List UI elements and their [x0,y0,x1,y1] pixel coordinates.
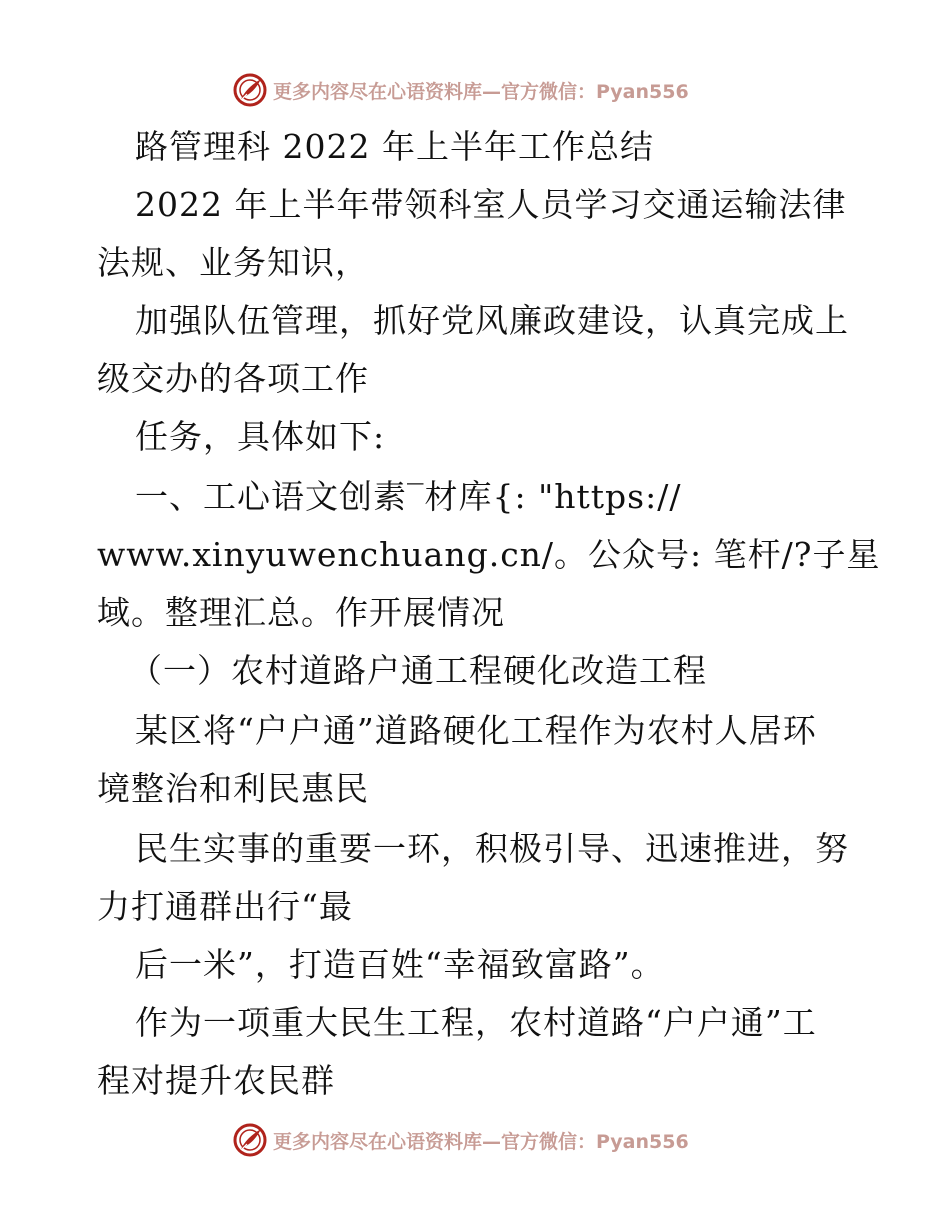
watermark-header [233,72,713,108]
paragraph-line: www.xinyuwenchuang.cn/。公众号: 笔杆/?子星 [97,535,881,574]
paragraph-line: 民生实事的重要一环，积极引导、迅速推进，努 [135,829,849,868]
watermark-text: 更多内容尽在心语资料库—官方微信：Pyan556 [273,1130,689,1153]
paragraph-line: 程对提升农民群 [97,1061,335,1100]
feather-quill-logo-icon [233,73,267,107]
paragraph-line: 任务，具体如下: [135,417,386,456]
paragraph-line: 加强队伍管理，抓好党风廉政建设，认真完成上 [135,301,849,340]
paragraph-line: 境整治和利民惠民 [97,769,369,808]
document-title: 路管理科 2022 年上半年工作总结 [135,127,654,166]
subsection-heading: （一）农村道路户通工程硬化改造工程 [129,651,707,690]
paragraph-line: 后一米”，打造百姓“幸福致富路”。 [135,945,665,984]
paragraph-line: 域。整理汇总。作开展情况 [97,593,505,632]
paragraph-line: 法规、业务知识， [97,243,369,282]
section-heading: 一、工心语文创素‾材库{: "https:// [135,477,682,516]
paragraph-line: 力打通群出行“最 [97,887,353,926]
paragraph-line: 作为一项重大民生工程，农村道路“户户通”工 [135,1003,817,1042]
watermark-footer [233,1122,713,1158]
feather-quill-logo-icon [233,1123,267,1157]
paragraph-line: 2022 年上半年带领科室人员学习交通运输法律 [135,185,847,224]
paragraph-line: 级交办的各项工作 [97,359,369,398]
paragraph-line: 某区将“户户通”道路硬化工程作为农村人居环 [135,711,817,750]
watermark-text: 更多内容尽在心语资料库—官方微信：Pyan556 [273,80,689,103]
